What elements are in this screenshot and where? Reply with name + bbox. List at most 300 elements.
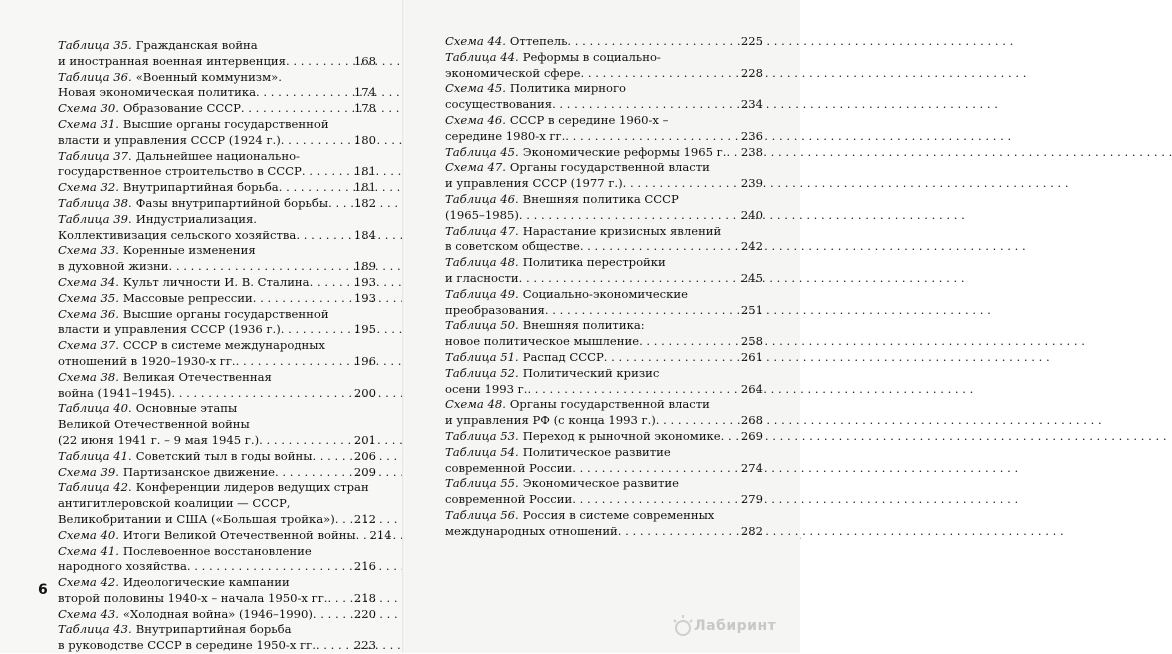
- toc-entry: [445, 145, 763, 161]
- toc-line: [58, 212, 376, 228]
- toc-line: [445, 445, 763, 461]
- toc-leader-dots: [302, 164, 348, 180]
- toc-page-number: 245: [740, 270, 763, 285]
- toc-entry-title: Гражданская война: [135, 38, 258, 52]
- toc-entry-title: сосуществования: [445, 97, 553, 112]
- toc-entry-label: Схема 31.: [58, 116, 119, 131]
- toc-page-number: 218: [353, 590, 376, 605]
- toc-entry-label: Таблица 54.: [445, 444, 519, 459]
- toc-line: [58, 307, 376, 323]
- toc-leader-dots: [236, 354, 348, 370]
- toc-leader-dots: [281, 322, 348, 338]
- toc-entry-label: Таблица 45.: [445, 144, 519, 159]
- toc-line: [445, 66, 763, 82]
- toc-entry-title: СССР в середине 1960-х –: [509, 112, 669, 127]
- toc-line: [58, 401, 376, 417]
- toc-entry-title: Дальнейшее национально-: [135, 148, 300, 163]
- toc-entry-title: государственное строительство в СССР: [58, 164, 302, 179]
- toc-entry-label: Схема 45.: [445, 81, 506, 96]
- toc-page-number: 251: [740, 302, 763, 317]
- toc-entry-title: Высшие органы государственной: [122, 116, 329, 131]
- toc-entry-label: Таблица 51.: [445, 349, 519, 364]
- toc-leader-dots: [241, 101, 348, 117]
- toc-entry: [445, 113, 763, 145]
- toc-entry-title: Образование СССР: [122, 101, 241, 116]
- toc-line: [58, 133, 376, 149]
- toc-line: [445, 461, 763, 477]
- toc-entry-label: Схема 38.: [58, 369, 119, 384]
- toc-entry-label: Таблица 49.: [445, 286, 519, 301]
- toc-entry-title: середине 1980-х гг.: [445, 128, 566, 143]
- toc-entry: [58, 117, 376, 149]
- toc-entry-label: Таблица 55.: [445, 476, 519, 491]
- toc-leader-dots: [552, 97, 735, 113]
- toc-page-number: 239: [740, 176, 763, 191]
- toc-page-number: 182: [353, 195, 376, 210]
- toc-line: [445, 397, 763, 413]
- toc-line: [58, 180, 376, 196]
- toc-entry-label: Таблица 38.: [58, 195, 132, 210]
- toc-line: [445, 81, 763, 97]
- toc-left-column: [58, 38, 392, 654]
- toc-entry-title: Переход к рыночной экономике: [522, 428, 721, 443]
- toc-entry-title: Коренные изменения: [122, 243, 256, 258]
- toc-entry: [445, 255, 763, 287]
- toc-entry-title: Социально-экономические: [522, 286, 688, 301]
- toc-page-number: 181: [353, 164, 376, 179]
- toc-entry-title: Советский тыл в годы войны: [135, 448, 313, 463]
- toc-entry-label: Схема 36.: [58, 306, 119, 321]
- toc-leader-dots: [618, 524, 735, 540]
- toc-entry: [445, 350, 763, 366]
- toc-leader-dots: [253, 291, 348, 307]
- toc-page-number: 242: [740, 239, 763, 254]
- toc-line: [58, 622, 376, 638]
- toc-leader-dots: [356, 528, 364, 544]
- toc-entry-title: Великая Отечественная: [122, 369, 272, 384]
- toc-entry-title: Распад СССР: [522, 349, 604, 364]
- toc-entry: [58, 38, 376, 70]
- toc-line: [58, 243, 376, 259]
- toc-entry-label: Таблица 40.: [58, 401, 132, 416]
- toc-page-number: 181: [353, 180, 376, 195]
- toc-leader-dots: [572, 461, 735, 477]
- toc-leader-dots: [279, 180, 348, 196]
- toc-leader-dots: [316, 638, 348, 654]
- toc-entry: [58, 527, 392, 544]
- toc-leader-dots: [726, 145, 735, 161]
- toc-page-number: 180: [353, 132, 376, 147]
- toc-line: [445, 176, 763, 192]
- toc-entry-title: Внутрипартийная борьба: [122, 180, 279, 195]
- toc-line: [58, 638, 376, 654]
- toc-page-number: 189: [353, 259, 376, 274]
- page-number: 6: [38, 582, 48, 598]
- toc-line: [58, 591, 376, 607]
- toc-leader-dots: [286, 54, 348, 70]
- toc-leader-dots: [519, 208, 735, 224]
- toc-line: [58, 275, 376, 291]
- toc-line: [58, 322, 376, 338]
- toc-line: [58, 101, 376, 117]
- toc-entry-title: в руководстве СССР в середине 1950-х гг.: [58, 638, 316, 653]
- toc-page-number: 168: [353, 53, 376, 68]
- toc-entry-label: Таблица 46.: [445, 191, 519, 206]
- toc-page-number: 212: [353, 511, 376, 526]
- toc-entry-title: Итоги Великой Отечественной войны: [122, 527, 356, 542]
- toc-entry-label: Схема 46.: [445, 112, 506, 127]
- toc-line: [58, 338, 376, 354]
- toc-line: [58, 559, 376, 575]
- toc-leader-dots: [639, 334, 735, 350]
- toc-entry-title: Новая экономическая политика: [58, 85, 256, 100]
- toc-entry-title: экономической сфере: [445, 65, 581, 80]
- toc-line: [58, 117, 376, 133]
- toc-leader-dots: [519, 271, 735, 287]
- toc-page-number: 174: [353, 85, 376, 100]
- toc-line: [58, 449, 376, 465]
- toc-page-number: 178: [353, 101, 376, 116]
- toc-leader-dots: [623, 176, 735, 192]
- toc-entry-label: Таблица 37.: [58, 148, 132, 163]
- toc-entry-title: отношений в 1920–1930-х гг.: [58, 353, 236, 368]
- toc-entry-title: современной России: [445, 492, 573, 507]
- toc-entry: [445, 397, 763, 429]
- toc-entry-title: власти и управления СССР (1924 г.): [58, 132, 281, 147]
- toc-line: [58, 544, 376, 560]
- toc-line: [445, 303, 763, 319]
- toc-entry-title: второй половины 1940-х – начала 1950-х гг.: [58, 590, 328, 605]
- toc-entry-title: Экономические реформы 1965 г.: [522, 144, 727, 159]
- toc-entry-title: преобразования: [445, 302, 545, 317]
- toc-entry-title: современной России: [445, 460, 573, 475]
- toc-leader-dots: [313, 607, 348, 623]
- toc-line: [445, 129, 763, 145]
- toc-entry-label: Таблица 39.: [58, 211, 132, 226]
- toc-entry: [58, 370, 376, 402]
- toc-entry: [58, 180, 376, 196]
- toc-page-number: 223: [353, 638, 376, 653]
- toc-entry: [445, 192, 763, 224]
- toc-leader-dots: [580, 239, 735, 255]
- toc-entry: [445, 366, 763, 398]
- toc-entry-title: Политика мирного: [509, 81, 627, 96]
- toc-entry-title: Индустриализация.: [135, 211, 257, 226]
- toc-entry: [445, 34, 763, 50]
- toc-line: [58, 228, 376, 244]
- toc-page-number: 264: [740, 381, 763, 396]
- toc-line: [58, 259, 376, 275]
- toc-entry: [445, 476, 763, 508]
- toc-line: [445, 366, 763, 382]
- toc-page-number: 228: [740, 65, 763, 80]
- toc-line: [445, 192, 763, 208]
- toc-entry: [58, 544, 376, 576]
- toc-page-number: 279: [740, 492, 763, 507]
- toc-entry-label: Таблица 44.: [445, 49, 519, 64]
- toc-entry: [58, 212, 376, 244]
- toc-page-number: 220: [353, 606, 376, 621]
- toc-entry-title: Фазы внутрипартийной борьбы: [135, 195, 329, 210]
- toc-entry-title: осени 1993 г.: [445, 381, 528, 396]
- watermark-text: Лабиринт: [694, 618, 777, 634]
- toc-line: [58, 417, 376, 433]
- toc-entry-title: Партизанское движение: [122, 464, 275, 479]
- toc-entry-title: Внешняя политика СССР: [522, 191, 679, 206]
- toc-entry-title: война (1941–1945): [58, 385, 172, 400]
- toc-line: [58, 54, 376, 70]
- toc-entry-title: Массовые репрессии: [122, 290, 253, 305]
- toc-line: [58, 291, 376, 307]
- toc-entry: [58, 101, 376, 117]
- toc-leader-dots: [572, 492, 735, 508]
- toc-entry: [58, 149, 376, 181]
- toc-page-number: 282: [740, 523, 763, 538]
- toc-entry: [58, 338, 376, 370]
- toc-entry-label: Таблица 56.: [445, 507, 519, 522]
- toc-entry-title: Органы государственной власти: [509, 160, 710, 175]
- toc-page-number: 240: [740, 207, 763, 222]
- toc-entry: [445, 160, 763, 192]
- toc-page-number: 206: [353, 448, 376, 463]
- toc-line: [445, 145, 763, 161]
- toc-line: [445, 508, 763, 524]
- toc-line: [445, 492, 763, 508]
- toc-page-number: 196: [353, 353, 376, 368]
- toc-entry-title: Высшие органы государственной: [122, 306, 329, 321]
- toc-page-number: 200: [353, 385, 376, 400]
- toc-entry: [58, 307, 376, 339]
- toc-entry: [445, 318, 763, 350]
- toc-line: [58, 370, 376, 386]
- toc-entry: [58, 465, 376, 481]
- toc-page-number: 214: [369, 527, 392, 542]
- toc-entry: [445, 50, 763, 82]
- toc-leader-dots: [581, 66, 735, 82]
- toc-page-number: 184: [353, 227, 376, 242]
- toc-right-column: [445, 34, 763, 540]
- toc-entry-title: Политика перестройки: [522, 255, 666, 270]
- toc-entry-label: Таблица 41.: [58, 448, 132, 463]
- toc-leader-dots: [169, 259, 348, 275]
- toc-line: [445, 429, 763, 445]
- toc-line: [58, 496, 376, 512]
- toc-entry-label: Схема 40.: [58, 527, 119, 542]
- toc-entry-title: «Холодная война» (1946–1990): [122, 606, 313, 621]
- toc-entry-title: в советском обществе: [445, 239, 580, 254]
- toc-entry-title: Великой Отечественной войны: [58, 417, 250, 432]
- toc-entry-title: (1965–1985): [445, 207, 519, 222]
- toc-entry: [58, 70, 376, 102]
- toc-entry-title: Великобритании и США («Большая тройка»): [58, 511, 335, 526]
- toc-entry: [445, 224, 763, 256]
- toc-entry: [58, 243, 376, 275]
- toc-line: [58, 149, 376, 165]
- toc-page-number: 193: [353, 290, 376, 305]
- toc-line: [445, 113, 763, 129]
- toc-leader-dots: [721, 429, 735, 445]
- toc-line: [445, 287, 763, 303]
- toc-page-number: 269: [740, 428, 763, 443]
- toc-entry: [58, 275, 376, 291]
- toc-leader-dots: [527, 382, 735, 398]
- toc-entry-title: международных отношений: [445, 523, 618, 538]
- left-page: [0, 0, 405, 653]
- toc-entry-label: Схема 41.: [58, 543, 119, 558]
- toc-entry-label: Схема 35.: [58, 290, 119, 305]
- toc-line: [58, 465, 376, 481]
- toc-entry-label: Таблица 43.: [58, 622, 132, 637]
- toc-page-number: 236: [740, 128, 763, 143]
- toc-entry-label: Таблица 50.: [445, 318, 519, 333]
- toc-leader-dots: [275, 465, 348, 481]
- toc-entry-title: Оттепель: [509, 34, 568, 48]
- toc-entry-title: Культ личности И. В. Сталина: [122, 274, 310, 289]
- toc-entry: [445, 445, 763, 477]
- toc-line: [58, 196, 376, 212]
- toc-entry-title: Внешняя политика:: [522, 318, 645, 333]
- toc-entry-label: Таблица 35.: [58, 38, 132, 52]
- toc-line: [445, 382, 763, 398]
- toc-leader-dots: [281, 133, 348, 149]
- toc-leader-dots: [656, 413, 735, 429]
- toc-leader-dots: [171, 386, 348, 402]
- toc-entry-label: Таблица 36.: [58, 69, 132, 84]
- toc-leader-dots: [327, 591, 348, 607]
- toc-entry-label: Схема 33.: [58, 243, 119, 258]
- toc-entry-label: Схема 37.: [58, 338, 119, 353]
- toc-entry-title: Идеологические кампании: [122, 575, 290, 590]
- toc-entry-title: Органы государственной власти: [509, 397, 710, 412]
- toc-leader-dots: [256, 85, 348, 101]
- toc-entry-title: антигитлеровской коалиции — СССР,: [58, 496, 291, 511]
- toc-line: [445, 476, 763, 492]
- toc-leader-dots: [545, 303, 735, 319]
- toc-line: [445, 524, 763, 540]
- toc-line: [445, 255, 763, 271]
- toc-entry-label: Схема 44.: [445, 34, 506, 48]
- toc-leader-dots: [565, 129, 735, 145]
- toc-entry-title: в духовной жизни: [58, 259, 169, 274]
- toc-entry-title: Основные этапы: [135, 401, 238, 416]
- toc-line: [445, 239, 763, 255]
- toc-leader-dots: [567, 34, 735, 50]
- toc-entry-title: Политический кризис: [522, 365, 660, 380]
- toc-leader-dots: [310, 275, 348, 291]
- toc-entry-title: (22 июня 1941 г. – 9 мая 1945 г.): [58, 432, 260, 447]
- toc-entry: [58, 607, 376, 623]
- toc-line: [58, 354, 376, 370]
- toc-entry-title: и управления РФ (с конца 1993 г.): [445, 413, 656, 428]
- toc-entry-label: Таблица 52.: [445, 365, 519, 380]
- toc-entry-label: Схема 48.: [445, 397, 506, 412]
- toc-entry-label: Схема 39.: [58, 464, 119, 479]
- toc-line: [445, 350, 763, 366]
- toc-entry: [58, 401, 376, 448]
- toc-line: [445, 34, 763, 50]
- toc-line: [445, 413, 763, 429]
- toc-entry: [445, 81, 763, 113]
- toc-entry: [58, 622, 376, 654]
- toc-entry: [58, 196, 376, 212]
- toc-line: [58, 433, 376, 449]
- toc-entry-title: Россия в системе современных: [522, 507, 715, 522]
- toc-entry-label: Схема 34.: [58, 274, 119, 289]
- toc-leader-dots: [328, 196, 348, 212]
- toc-entry-title: Экономическое развитие: [522, 476, 679, 491]
- toc-entry-title: Нарастание кризисных явлений: [522, 223, 722, 238]
- toc-entry-label: Таблица 42.: [58, 480, 132, 495]
- toc-page-number: 201: [353, 432, 376, 447]
- toc-page-number: 274: [740, 460, 763, 475]
- toc-entry-title: Послевоенное восстановление: [122, 543, 312, 558]
- toc-line: [58, 386, 376, 402]
- toc-line: [58, 512, 376, 528]
- toc-entry-title: Коллективизация сельского хозяйства: [58, 227, 297, 242]
- toc-page-number: 261: [740, 349, 763, 364]
- toc-entry-label: Схема 43.: [58, 606, 119, 621]
- toc-line: [58, 607, 376, 623]
- toc-entry-title: Внутрипартийная борьба: [135, 622, 292, 637]
- toc-entry-title: Конференции лидеров ведущих стран: [135, 480, 369, 495]
- toc-line: [445, 97, 763, 113]
- toc-entry-label: Схема 30.: [58, 101, 119, 116]
- toc-leader-dots: [312, 449, 348, 465]
- toc-leader-dots: [604, 350, 735, 366]
- toc-leader-dots: [187, 559, 348, 575]
- toc-line: [58, 575, 376, 591]
- toc-page-number: 193: [353, 274, 376, 289]
- toc-entry-title: Реформы в социально-: [522, 49, 661, 64]
- toc-entry-title: и гласности: [445, 270, 519, 285]
- toc-page-number: 234: [740, 97, 763, 112]
- toc-line: [445, 208, 763, 224]
- toc-line: [58, 70, 376, 86]
- toc-line: [445, 334, 763, 350]
- toc-entry: [58, 449, 376, 465]
- toc-page-number: 216: [353, 559, 376, 574]
- toc-entry-title: и управления СССР (1977 г.): [445, 176, 623, 191]
- toc-entry: [445, 429, 763, 445]
- toc-page-number: 238: [740, 144, 763, 159]
- toc-page-number: 225: [740, 34, 763, 48]
- toc-line: [58, 85, 376, 101]
- toc-entry-title: Политическое развитие: [522, 444, 671, 459]
- toc-leader-dots: [296, 228, 348, 244]
- toc-entry-title: народного хозяйства: [58, 559, 187, 574]
- toc-entry-label: Таблица 47.: [445, 223, 519, 238]
- toc-entry: [445, 287, 763, 319]
- toc-page-number: 268: [740, 413, 763, 428]
- toc-leader-dots: [335, 512, 348, 528]
- toc-line: [445, 224, 763, 240]
- toc-page-number: 209: [353, 464, 376, 479]
- toc-entry-title: «Военный коммунизм».: [135, 69, 282, 84]
- toc-entry-title: СССР в системе международных: [122, 338, 325, 353]
- toc-entry-label: Таблица 53.: [445, 428, 519, 443]
- toc-entry-label: Схема 32.: [58, 180, 119, 195]
- toc-entry-title: новое политическое мышление: [445, 334, 640, 349]
- toc-line: [445, 271, 763, 287]
- toc-entry-label: Схема 42.: [58, 575, 119, 590]
- toc-line: [445, 318, 763, 334]
- toc-entry-title: и иностранная военная интервенция: [58, 53, 286, 68]
- toc-entry: [58, 575, 376, 607]
- toc-line: [58, 38, 376, 54]
- toc-line: [58, 527, 392, 544]
- toc-line: [445, 160, 763, 176]
- toc-entry: [58, 480, 376, 527]
